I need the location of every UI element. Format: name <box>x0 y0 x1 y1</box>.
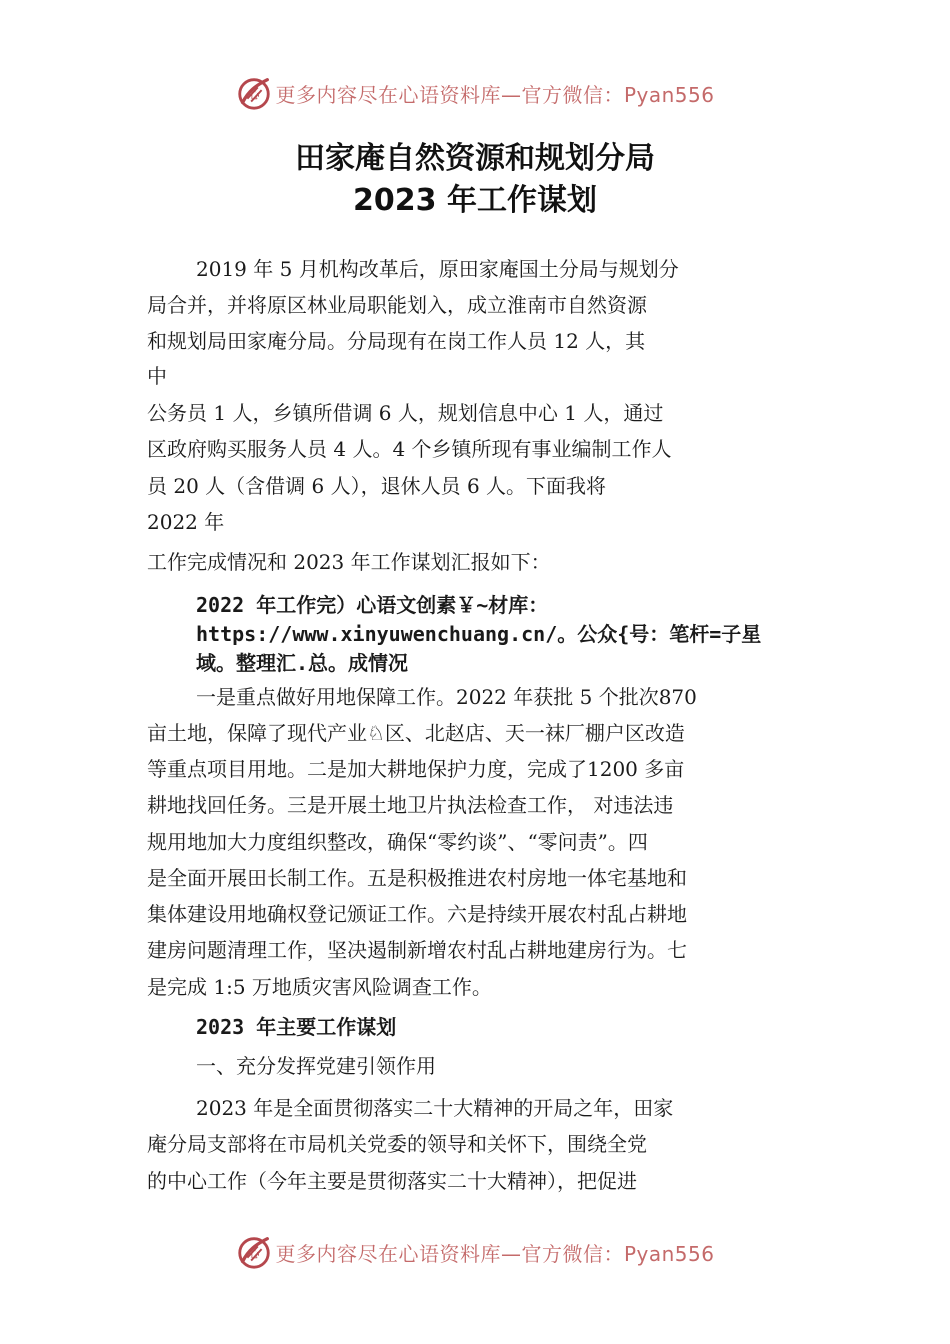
paragraph-line: 2019 年 5 月机构改革后，原田家庵国土分局与规划分 <box>196 257 679 281</box>
watermark-text: 更多内容尽在心语资料库—官方微信：Pyan556 <box>275 1241 715 1266</box>
paragraph-line: 和规划局田家庵分局。分局现有在岗工作人员 12 人，其 <box>147 329 646 353</box>
subsection-heading: 一、充分发挥党建引领作用 <box>196 1054 436 1078</box>
section-heading-line: https://www.xinyuwenchuang.cn/。公众{号：笔杆=子星 <box>196 622 762 646</box>
paragraph-line: 耕地找回任务。三是开展土地卫片执法检查工作， 对违法违 <box>147 793 674 817</box>
paragraph-line: 中 <box>147 364 167 388</box>
svg-text:心: 心 <box>248 1246 261 1261</box>
section-heading-line: 2023 年主要工作谋划 <box>196 1015 397 1039</box>
document-subtitle: 2023 年工作谋划 <box>353 183 597 218</box>
paragraph-line: 2022 年 <box>147 510 225 534</box>
xinyu-logo-icon <box>235 74 273 112</box>
paragraph-line: 建房问题清理工作，坚决遏制新增农村乱占耕地建房行为。七 <box>147 938 687 962</box>
paragraph-line: 集体建设用地确权登记颁证工作。六是持续开展农村乱占耕地 <box>147 902 687 926</box>
paragraph-line: 是完成 1:5 万地质灾害风险调查工作。 <box>147 975 492 999</box>
xinyu-logo-icon <box>235 1233 273 1271</box>
section-heading-line: 域。整理汇.总。成情况 <box>196 651 409 675</box>
paragraph-line: 区政府购买服务人员 4 人。4 个乡镇所现有事业编制工作人 <box>147 437 672 461</box>
paragraph-line: 一是重点做好用地保障工作。2022 年获批 5 个批次870 <box>196 685 697 709</box>
watermark-banner-bottom <box>0 1232 950 1272</box>
paragraph-line: 规用地加大力度组织整改，确保“零约谈”、“零问责”。四 <box>147 830 648 854</box>
paragraph-line: 是全面开展田长制工作。五是积极推进农村房地一体宅基地和 <box>147 866 687 890</box>
paragraph-line: 局合并，并将原区林业局职能划入，成立淮南市自然资源 <box>147 293 647 317</box>
watermark-text: 更多内容尽在心语资料库—官方微信：Pyan556 <box>275 82 715 107</box>
paragraph-line: 的中心工作（今年主要是贯彻落实二十大精神），把促进 <box>147 1169 637 1193</box>
paragraph-line: 2023 年是全面贯彻落实二十大精神的开局之年，田家 <box>196 1096 674 1120</box>
paragraph-line: 庵分局支部将在市局机关党委的领导和关怀下，围绕全党 <box>147 1132 647 1156</box>
paragraph-line: 等重点项目用地。二是加大耕地保护力度，完成了1200 多亩 <box>147 757 685 781</box>
svg-text:心: 心 <box>248 87 261 102</box>
section-heading-line: 2022 年工作完）心语文创素￥~材库： <box>196 593 549 617</box>
watermark-banner-top <box>0 73 950 113</box>
document-title: 田家庵自然资源和规划分局 <box>295 141 655 176</box>
paragraph-line: 亩土地，保障了现代产业♘区、北赵店、天一袜厂棚户区改造 <box>147 721 685 745</box>
paragraph-line: 员 20 人（含借调 6 人），退休人员 6 人。下面我将 <box>147 474 607 498</box>
paragraph-line: 工作完成情况和 2023 年工作谋划汇报如下： <box>147 550 551 574</box>
paragraph-line: 公务员 1 人，乡镇所借调 6 人，规划信息中心 1 人，通过 <box>147 401 664 425</box>
